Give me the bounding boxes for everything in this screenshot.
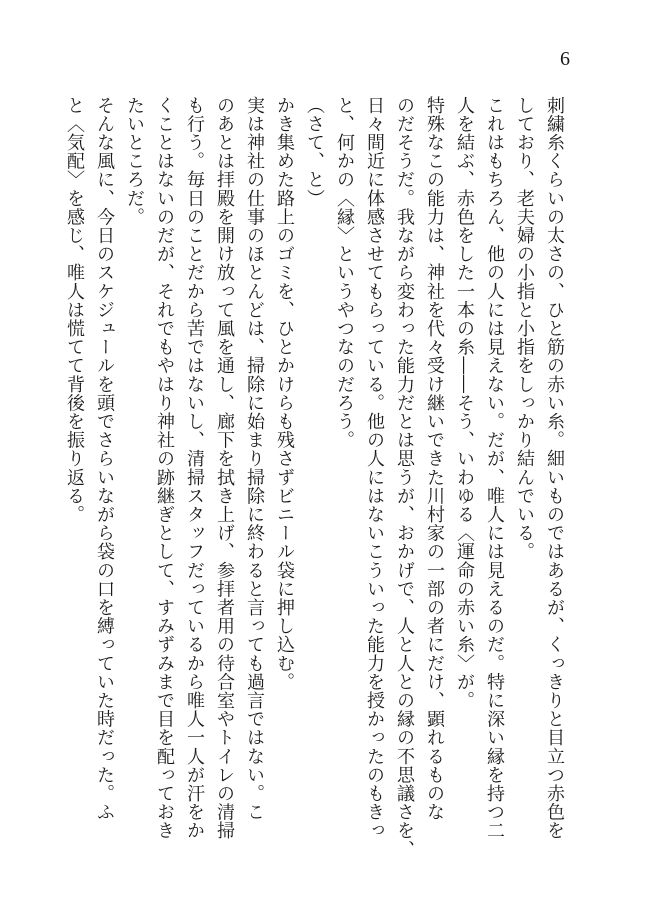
- text-line: と、何かの〈縁〉というやつなのだろう。: [334, 96, 355, 450]
- text-line: 人を結ぶ、赤色をした一本の糸――そう、いわゆる〈運命の赤い糸〉が。: [454, 96, 475, 710]
- text-line: くことはないのだが、それでもやはり神社の跡継ぎとして、すみずみまで目を配っておき: [154, 96, 175, 840]
- text-line: 日々間近に体感させてもらっている。他の人にはないこういった能力を授かったのもきっ: [364, 96, 385, 840]
- body-text: [59, 96, 569, 859]
- page-number: 6: [560, 48, 570, 70]
- text-line: 刺繍糸くらいの太さの、ひと筋の赤い糸。細いものではあるが、くっきりと目立つ赤色を: [544, 96, 565, 840]
- text-line: のだそうだ。我ながら変わった能力だとは思うが、おかげで、人と人との縁の不思議さを、: [394, 96, 415, 859]
- text-line: のあとは拝殿を開け放って風を通し、廊下を拭き上げ、参拝者用の待合室やトイレの清掃: [214, 96, 235, 840]
- text-line: しており、老夫婦の小指と小指をしっかり結んでいる。: [514, 96, 535, 561]
- text-line: 実は神社の仕事のほとんどは、掃除に始まり掃除に終わると言っても過言ではない。こ: [244, 96, 265, 822]
- text-line: も行う。毎日のことだから苦ではないし、清掃スタッフだっているから唯人一人が汗をか: [184, 96, 205, 840]
- text-line: たいところだ。: [124, 96, 145, 227]
- text-line: かき集めた路上のゴミを、ひとかけらも残さずビニール袋に押し込む。: [274, 96, 295, 692]
- text-line: （さて、と）: [304, 96, 325, 208]
- text-line: と〈気配〉を感じ、唯人は慌てて背後を振り返る。: [64, 96, 85, 524]
- text-line: 特殊なこの能力は、神社を代々受け継いできた川村家の一部の者にだけ、顕れるものな: [424, 96, 445, 822]
- text-line: そんな風に、今日のスケジュールを頭でさらいながら袋の口を縛っていた時だった。ふ: [94, 96, 115, 822]
- text-line: これはもちろん、他の人には見えない。だが、唯人には見えるのだ。特に深い縁を持つ二: [484, 96, 505, 840]
